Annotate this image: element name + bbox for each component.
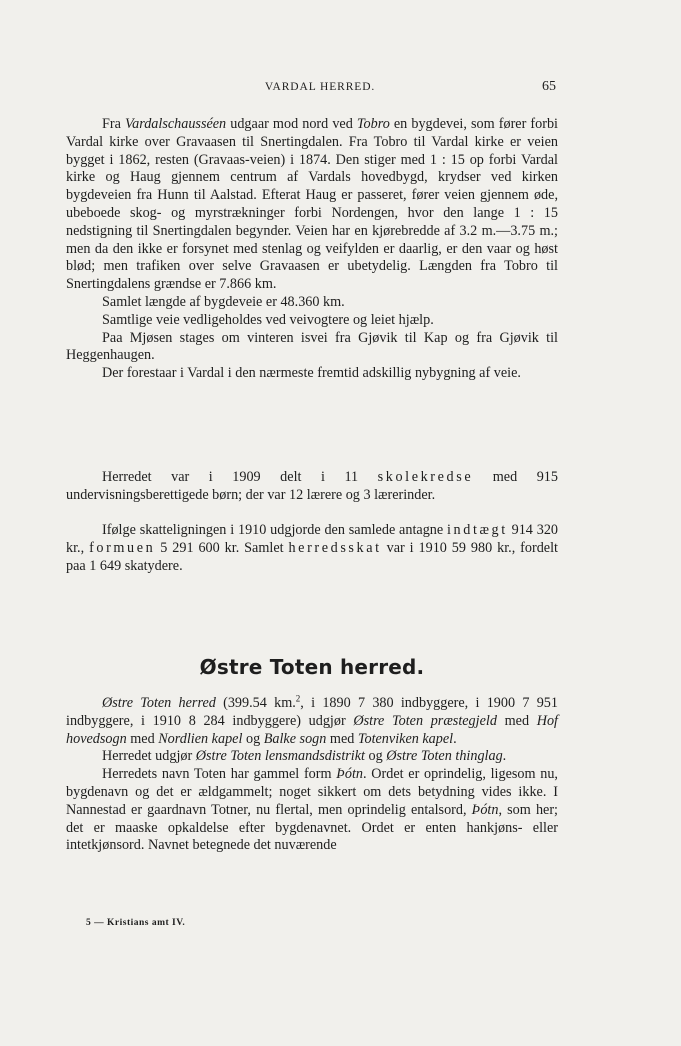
school-section <box>66 469 558 505</box>
mjosen-paragraph: Paa Mjøsen stages om vinteren isvei fra Gjøvik til Kap og fra Gjøvik til Heggenhaugen. <box>66 329 558 364</box>
future-roads-paragraph: Der forestaar i Vardal i den nærmeste fremtid adskillig nybygning af veie. <box>102 365 521 382</box>
road-name: Vardalschausséen <box>125 116 227 132</box>
toten-districts-paragraph: Herredet udgjør Østre Toten lensmandsdistrikt og Østre Toten thinglag. <box>102 748 507 765</box>
vardal-section <box>66 116 558 383</box>
toten-section <box>66 695 558 855</box>
running-header <box>66 79 558 99</box>
signature-mark: 5 — Kristians amt IV. <box>86 918 186 928</box>
toten-name-paragraph: Herredets navn Toten har gammel form Þótn. Ordet er oprindelig, ligesom nu, bygdenavn og det er ældgammelt; noget sikkert om dets betydning vides ikke. I Nannestad er gaardnavn Totner, nu flertal, men oprindelig entalsord, Þótn, som her; det er maaske opkaldelse efter bygdenavnet. Ordet er enten hankjøns- eller intetkjønsord. Navnet betegnede det nuværende <box>66 766 558 854</box>
tax-section <box>66 522 558 575</box>
school-paragraph: Herredet var i 1909 delt i 11 skolekredse med 915 undervisningsberettigede børn; der var 12 lærere og 3 lærerinder. <box>66 469 558 503</box>
road-paragraph: Fra Vardalschausséen udgaar mod nord ved Tobro en bygdevei, som fører forbi Vardal kirke over Gravaasen til Snertingdalen. Fra Tobro til Vardal kirke er veien bygget i 1862, resten (Gravaas-veien) i 1874. Den stiger med 1 : 15 op forbi Vardal kirke og Haug gjennem centrum af Vardals hovedbygd, krydser ved kirken bygdeveien fra Hunn til Aalstad. Efterat Haug er passeret, fører veien gjennem øde, ubeboede skog- og myrstrækninger forbi Nordengen, hvor den lange 1 : 15 nedstigning til Snertingdalen begynder. Veien har en kjørebredde af 3.2 m.—3.75 m.; men da den ikke er forsynet med stenlag og veifylden er daarlig, er den vaar og høst blød; men trafiken over selve Gravaasen er ubetydelig. Længden fra Tobro til Snertingdalens grændse er 7.866 km. <box>66 116 558 293</box>
place-tobro: Tobro <box>356 116 390 132</box>
maintenance-line: Samtlige veie vedligeholdes ved veivogtere og leiet hjælp. <box>102 311 434 328</box>
header-title: VARDAL HERRED. <box>264 81 376 93</box>
tax-paragraph: Ifølge skatteligningen i 1910 udgjorde den samlede antagne indtægt 914 320 kr., formuen 5 291 600 kr. Samlet herredsskat var i 1910 59 980 kr., fordelt paa 1 649 skatydere. <box>66 522 559 574</box>
section-heading: Østre Toten herred. <box>199 655 425 679</box>
book-page <box>66 0 558 1046</box>
total-length-line: Samlet længde af bygdeveie er 48.360 km. <box>102 293 345 310</box>
page-number: 65 <box>542 79 556 94</box>
toten-intro-paragraph: Østre Toten herred (399.54 km.$^2$, i 1890 7 380 indbyggere, i 1900 7 951 indbyggere, i 1910 8 284 indbyggere) udgjør Østre Toten præstegjeld med Hof hovedsogn med Nordlien kapel og Balke sogn med Totenviken kapel. <box>66 693 558 747</box>
